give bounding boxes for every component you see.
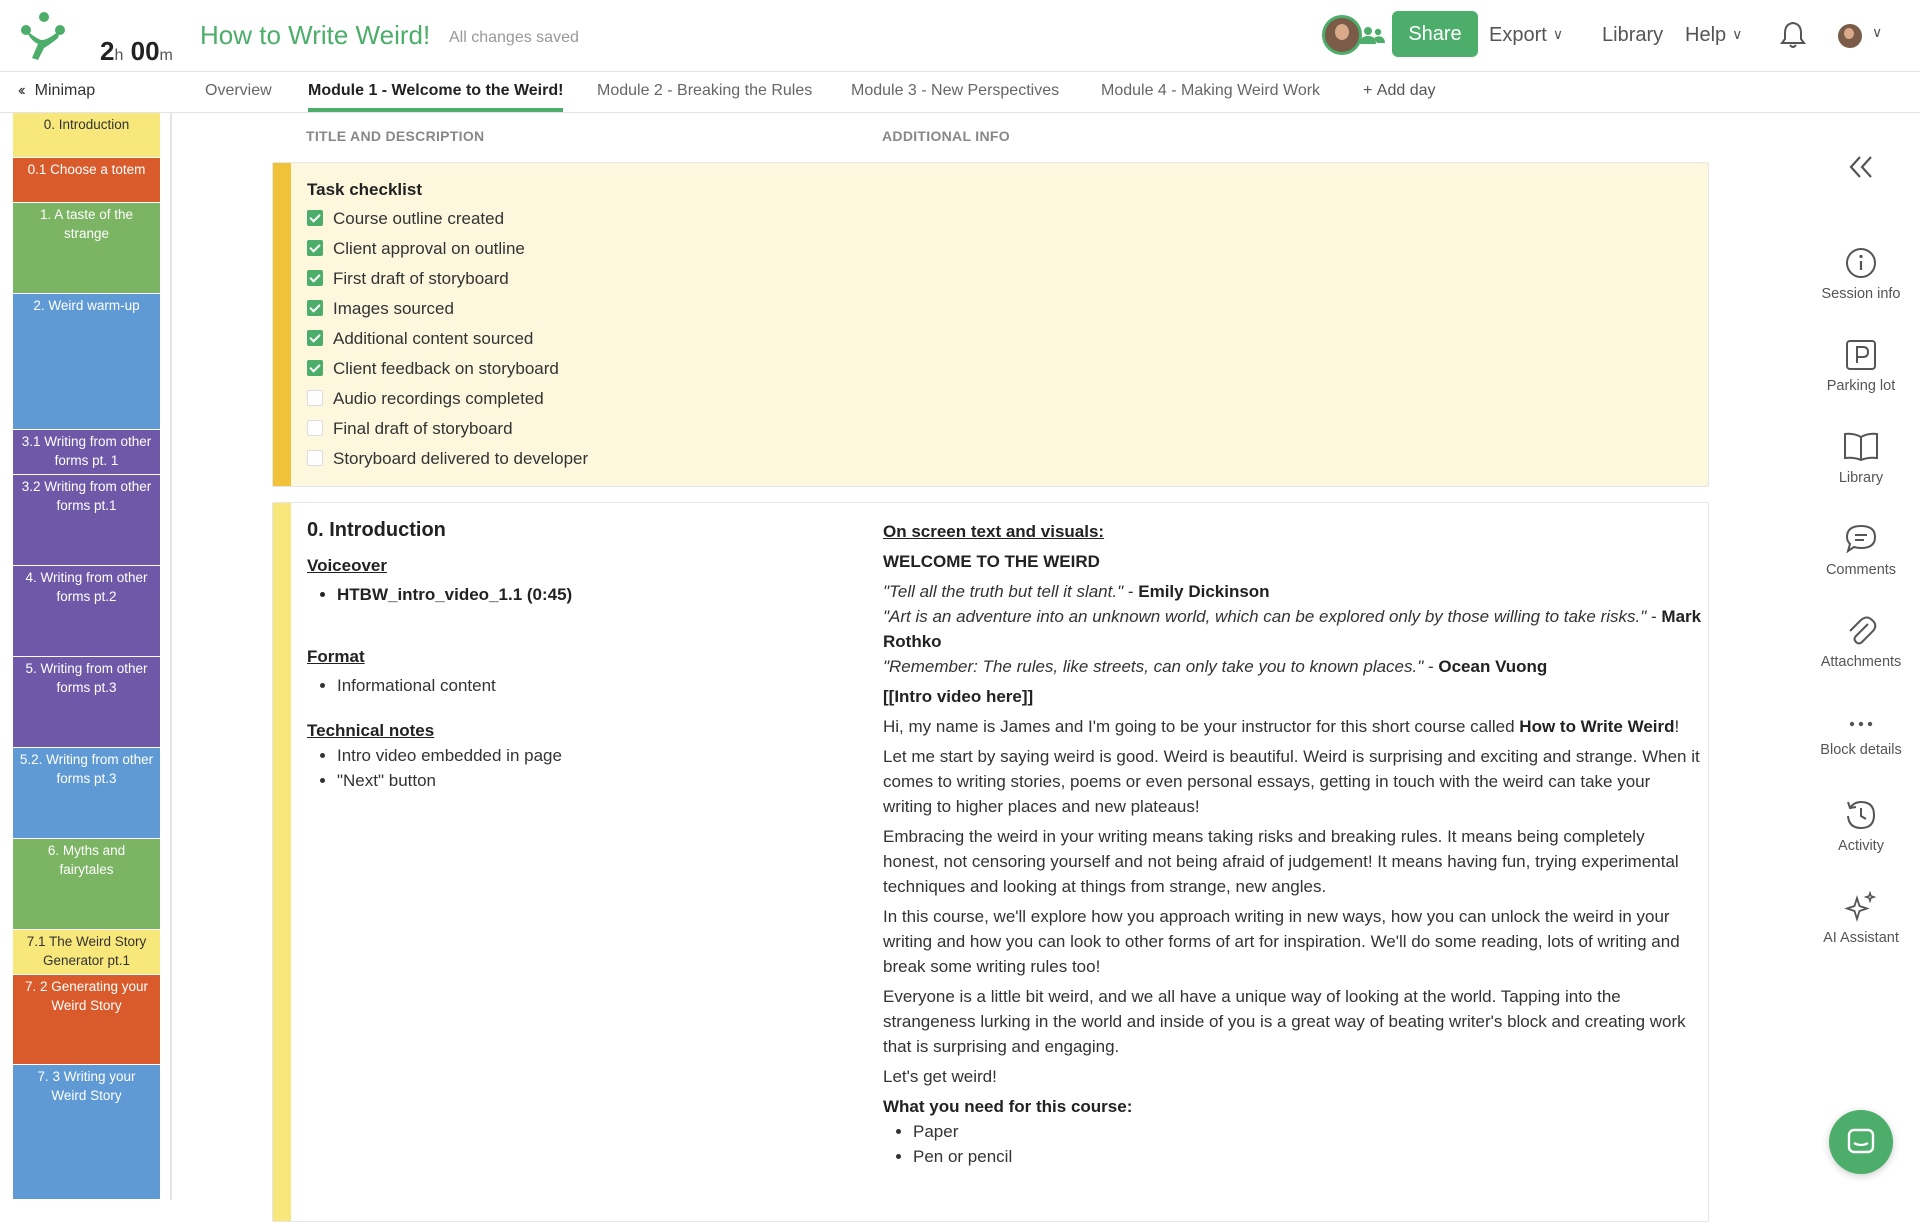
checklist-item[interactable] xyxy=(307,239,525,259)
double-chevron-left-icon: ‹‹ xyxy=(18,82,23,99)
technical-notes-heading: Technical notes xyxy=(307,721,435,740)
list-item: • HTBW_intro_video_1.1 (0:45) xyxy=(337,582,867,607)
checkbox-unchecked[interactable] xyxy=(307,450,323,466)
quote-author: Mark Rothko xyxy=(883,607,1702,651)
minimap-block[interactable]: 7. 3 Writing your Weird Story xyxy=(13,1065,160,1200)
minimap-block[interactable]: 6. Myths and fairytales xyxy=(13,839,160,930)
checklist-item[interactable] xyxy=(307,269,509,289)
checklist-item-label: Final draft of storyboard xyxy=(333,419,513,438)
paragraph: Let me start by saying weird is good. Weird is beautiful. Weird is surprising and exciting and strange. When it comes to writing stories, poems or even personal essays, getting in touch with the weird can take your writing to higher places and new plateaus! xyxy=(883,747,1700,816)
list-item: • Intro video embedded in page xyxy=(337,743,867,768)
chevron-down-icon: ∨ xyxy=(1732,26,1743,42)
top-bar xyxy=(0,0,1920,72)
quote-separator: - xyxy=(1423,657,1439,676)
library-link[interactable]: Library xyxy=(1602,24,1664,46)
chevron-down-icon[interactable]: ∨ xyxy=(1872,24,1883,40)
rail-comments[interactable] xyxy=(1800,522,1920,578)
introduction-block-card[interactable] xyxy=(272,502,1709,1222)
minimap-block[interactable]: 5.2. Writing from other forms pt.3 xyxy=(13,748,160,839)
minimap-panel xyxy=(0,113,172,1200)
checkbox-unchecked[interactable] xyxy=(307,390,323,406)
quote-text: "Remember: The rules, like streets, can only take you to known places." xyxy=(883,657,1424,676)
user-avatar[interactable] xyxy=(1838,24,1862,48)
collapse-panel-icon[interactable] xyxy=(1846,152,1876,182)
paragraph-text: Hi, my name is James and I'm going to be your instructor for this short course called xyxy=(883,717,1520,736)
format-heading: Format xyxy=(307,647,365,666)
add-day-label: Add day xyxy=(1376,82,1436,99)
rail-activity[interactable] xyxy=(1800,798,1920,854)
checklist-item[interactable] xyxy=(307,209,504,229)
column-header-info: ADDITIONAL INFO xyxy=(882,128,1010,144)
sparkle-icon xyxy=(1844,890,1878,924)
quote-separator: - xyxy=(1123,582,1139,601)
paragraph: In this course, we'll explore how you approach writing in new ways, how you can unlock the weird in your writing and how you can look to other forms of art for inspiration. We'll do some reading, lots of writing and break some writing rules too! xyxy=(883,907,1680,976)
checklist-item[interactable] xyxy=(307,389,544,409)
plus-icon: + xyxy=(1363,82,1373,99)
rail-parking-lot[interactable] xyxy=(1800,338,1920,394)
rail-label: Block details xyxy=(1820,742,1902,758)
add-day-button[interactable] xyxy=(1363,82,1436,100)
document-title[interactable]: How to Write Weird! xyxy=(200,20,431,50)
ellipsis-icon xyxy=(1844,712,1878,736)
checklist-item-label: Client feedback on storyboard xyxy=(333,359,559,378)
paragraph: Embracing the weird in your writing means taking risks and breaking rules. It means being completely honest, not censoring yourself and not being afraid of judgement! It means having fun, trying experimental techniques and looking at things from strange, new angles. xyxy=(883,827,1679,896)
quote-author: Ocean Vuong xyxy=(1438,657,1548,676)
checklist-item-label: First draft of storyboard xyxy=(333,269,509,288)
module-tab-bar xyxy=(0,73,1920,113)
export-label: Export xyxy=(1489,24,1547,46)
minimap-toggle[interactable] xyxy=(18,82,95,100)
onscreen-heading: On screen text and visuals: xyxy=(883,522,1105,541)
needs-heading: What you need for this course: xyxy=(883,1097,1133,1116)
tab-module-2[interactable]: Module 2 - Breaking the Rules xyxy=(597,82,813,99)
checkbox-checked[interactable] xyxy=(307,300,323,316)
task-checklist-card[interactable] xyxy=(272,162,1709,487)
list-item: • Informational content xyxy=(337,673,867,698)
needs-list xyxy=(913,1119,1703,1169)
rail-ai-assistant[interactable] xyxy=(1800,890,1920,946)
checklist-item[interactable] xyxy=(307,299,454,319)
share-button[interactable]: Share xyxy=(1392,11,1478,57)
checklist-item-label: Images sourced xyxy=(333,299,454,318)
info-icon xyxy=(1844,246,1878,280)
rail-label: AI Assistant xyxy=(1823,930,1899,946)
paragraph: Everyone is a little bit weird, and we all have a unique way of looking at the world. Tapping into the strangeness lurking in the world and inside of you is a great way of beating writer's block and creating work that is surprising and engaging. xyxy=(883,987,1686,1056)
minimap-block[interactable]: 4. Writing from other forms pt.2 xyxy=(13,566,160,657)
checkbox-checked[interactable] xyxy=(307,240,323,256)
checkbox-checked[interactable] xyxy=(307,270,323,286)
minimap-block[interactable]: 2. Weird warm-up xyxy=(13,294,160,430)
rail-label: Library xyxy=(1838,470,1884,486)
tab-module-3[interactable]: Module 3 - New Perspectives xyxy=(851,82,1060,99)
collaborator-avatar[interactable] xyxy=(1322,15,1362,55)
block-color-stripe xyxy=(273,503,291,1221)
checklist-item[interactable] xyxy=(307,359,559,379)
voiceover-list xyxy=(337,582,867,607)
checklist-item[interactable] xyxy=(307,419,513,439)
rail-label: Activity xyxy=(1838,838,1884,854)
help-label: Help xyxy=(1685,24,1727,46)
rail-session-info[interactable] xyxy=(1800,246,1920,302)
rail-block-details[interactable] xyxy=(1800,712,1920,758)
checklist-item-label: Storyboard delivered to developer xyxy=(333,449,589,468)
book-icon xyxy=(1842,430,1880,464)
list-item: • Pen or pencil xyxy=(913,1144,1703,1169)
checklist-item[interactable] xyxy=(307,449,588,469)
minimap-block[interactable]: 7. 2 Generating your Weird Story xyxy=(13,975,160,1065)
tab-module-4[interactable]: Module 4 - Making Weird Work xyxy=(1101,82,1321,99)
block-title[interactable]: 0. Introduction xyxy=(307,519,446,541)
tab-module-1[interactable]: Module 1 - Welcome to the Weird! xyxy=(308,82,563,112)
checkbox-unchecked[interactable] xyxy=(307,420,323,436)
minimap-block[interactable]: 0.1 Choose a totem xyxy=(13,158,160,203)
checklist-title: Task checklist xyxy=(307,180,422,199)
team-icon[interactable] xyxy=(1358,22,1386,50)
rail-library[interactable] xyxy=(1800,430,1920,486)
checkbox-checked[interactable] xyxy=(307,210,323,226)
paragraph-text: ! xyxy=(1674,717,1680,736)
minimap-label: Minimap xyxy=(34,82,96,99)
quote-separator: - xyxy=(1646,607,1662,626)
export-menu[interactable] xyxy=(1489,24,1563,47)
format-list xyxy=(337,673,867,698)
checkbox-checked[interactable] xyxy=(307,360,323,376)
support-chat-button[interactable] xyxy=(1829,1110,1893,1174)
rail-attachments[interactable] xyxy=(1800,614,1920,670)
rail-label: Attachments xyxy=(1820,654,1902,670)
video-placeholder: [[Intro video here]] xyxy=(883,687,1034,706)
session-timer[interactable]: 2h 00m xyxy=(100,36,173,66)
checklist-item[interactable] xyxy=(307,329,533,349)
quote-author: Emily Dickinson xyxy=(1138,582,1270,601)
rail-label: Parking lot xyxy=(1826,378,1896,394)
minimap-block[interactable]: 3.1 Writing from other forms pt. 1 xyxy=(13,430,160,475)
quote-text: "Art is an adventure into an unknown world, which can be explored only by those willing to take risks." xyxy=(883,607,1647,626)
minimap-block[interactable]: 1. A taste of the strange xyxy=(13,203,160,294)
app-logo-icon[interactable] xyxy=(18,10,66,62)
help-menu[interactable] xyxy=(1685,24,1742,47)
minimap-block[interactable]: 0. Introduction xyxy=(13,113,160,158)
minimap-block[interactable]: 5. Writing from other forms pt.3 xyxy=(13,657,160,748)
block-color-stripe xyxy=(273,163,291,486)
welcome-heading: WELCOME TO THE WEIRD xyxy=(883,552,1100,571)
chevron-down-icon: ∨ xyxy=(1552,26,1564,42)
block-description-column xyxy=(307,519,867,793)
checklist-item-label: Client approval on outline xyxy=(333,239,525,258)
checklist-item-label: Course outline created xyxy=(333,209,505,228)
chat-icon xyxy=(1829,1110,1893,1174)
tab-overview[interactable]: Overview xyxy=(205,82,272,99)
save-status: All changes saved xyxy=(449,29,579,46)
minimap-block[interactable]: 3.2 Writing from other forms pt.1 xyxy=(13,475,160,566)
checkbox-checked[interactable] xyxy=(307,330,323,346)
column-header-title: TITLE AND DESCRIPTION xyxy=(306,128,485,144)
paragraph xyxy=(883,714,1703,739)
history-icon xyxy=(1844,798,1878,832)
list-item: • "Next" button xyxy=(337,768,867,793)
block-additional-info-column xyxy=(883,519,1703,1169)
parking-icon xyxy=(1844,338,1878,372)
paperclip-icon xyxy=(1844,614,1878,648)
minimap-block[interactable]: 7.1 The Weird Story Generator pt.1 xyxy=(13,930,160,975)
paragraph: Let's get weird! xyxy=(883,1067,997,1086)
notifications-bell-icon[interactable] xyxy=(1780,20,1806,50)
technical-notes-list xyxy=(337,743,867,793)
rail-label: Comments xyxy=(1825,562,1897,578)
checklist-item-label: Additional content sourced xyxy=(333,329,534,348)
quote-text: "Tell all the truth but tell it slant." xyxy=(883,582,1124,601)
list-item: • Paper xyxy=(913,1119,1703,1144)
rail-label: Session info xyxy=(1821,286,1901,302)
course-name: How to Write Weird xyxy=(1519,717,1675,736)
comment-icon xyxy=(1844,522,1878,556)
checklist-item-label: Audio recordings completed xyxy=(333,389,544,408)
voiceover-heading: Voiceover xyxy=(307,556,388,575)
